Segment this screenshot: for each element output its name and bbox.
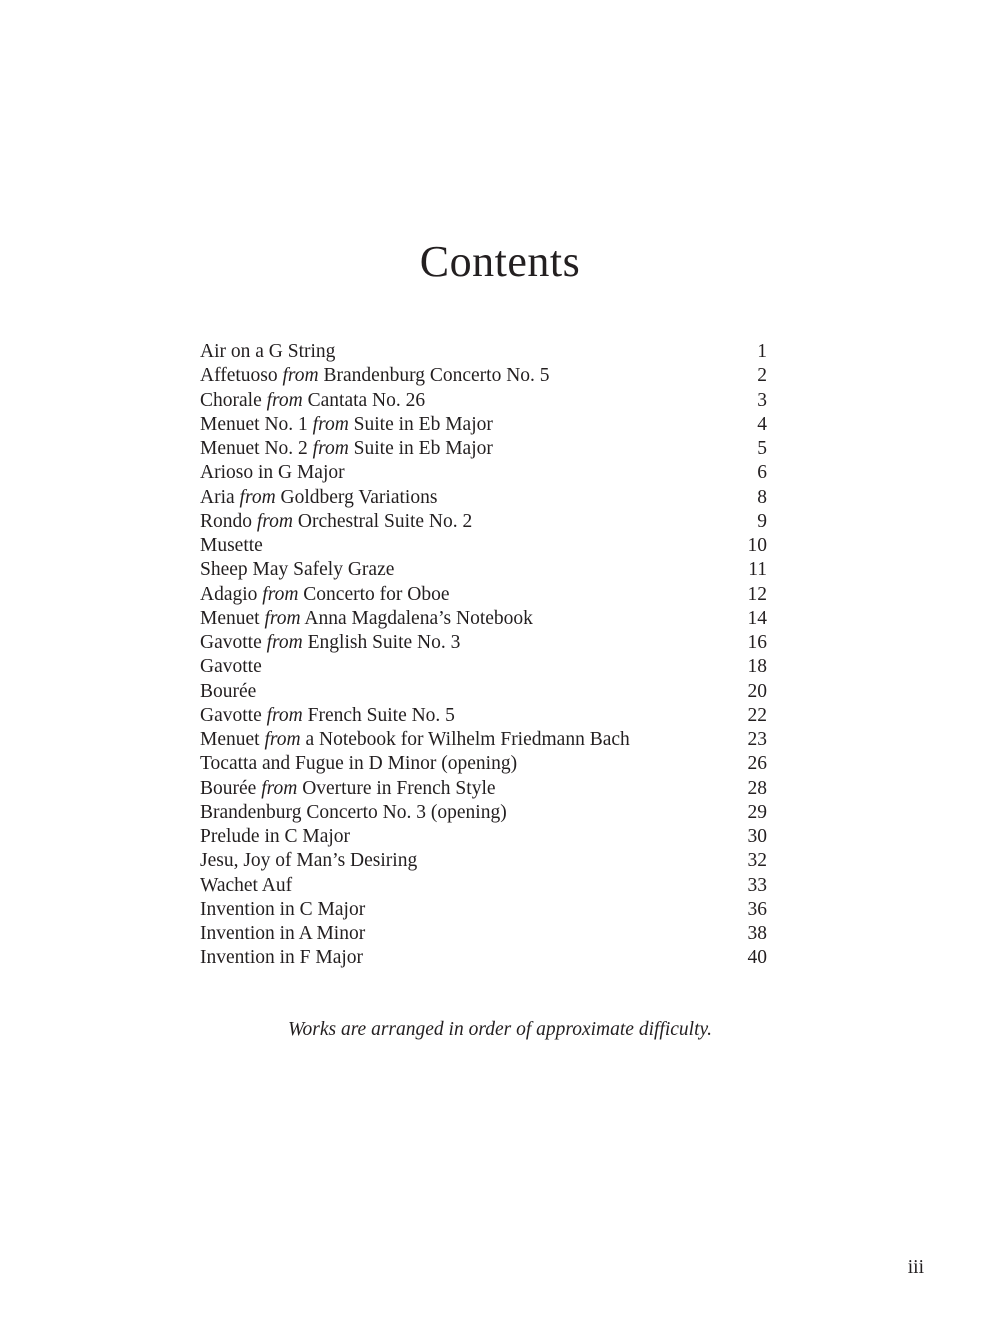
toc-entry-title: Affetuoso from Brandenburg Concerto No. 5 [200, 365, 550, 387]
toc-entry-title: Air on a G String [200, 341, 336, 362]
toc-entry-title: Gavotte from French Suite No. 5 [200, 704, 455, 726]
toc-entry[interactable] [200, 583, 767, 607]
toc-entry[interactable] [200, 849, 767, 873]
toc-entry[interactable] [200, 389, 767, 413]
toc-entry[interactable] [200, 534, 767, 558]
toc-entry-page: 1 [757, 341, 767, 362]
table-of-contents [200, 340, 767, 971]
toc-entry-page: 22 [747, 704, 767, 726]
toc-entry-page: 28 [747, 777, 767, 799]
toc-entry-title: Gavotte from English Suite No. 3 [200, 632, 461, 653]
toc-entry[interactable] [200, 607, 767, 631]
toc-entry-title: Invention in F Major [200, 947, 364, 969]
toc-entry[interactable] [200, 704, 767, 728]
toc-entry-title: Arioso in G Major [200, 462, 345, 484]
toc-entry-title: Gavotte [200, 656, 262, 678]
toc-entry-page: 23 [747, 729, 767, 750]
toc-entry-title: Tocatta and Fugue in D Minor (opening) [200, 753, 518, 775]
toc-entry[interactable] [200, 728, 767, 752]
toc-entry[interactable] [200, 631, 767, 655]
toc-entry[interactable] [200, 946, 767, 970]
toc-entry[interactable] [200, 413, 767, 437]
toc-entry-page: 4 [757, 413, 767, 435]
toc-entry-page: 26 [747, 753, 767, 775]
toc-entry-page: 33 [747, 874, 767, 896]
toc-entry-page: 8 [757, 486, 767, 508]
toc-entry-page: 11 [748, 559, 767, 581]
toc-entry-page: 5 [757, 438, 767, 459]
toc-entry[interactable] [200, 340, 767, 364]
toc-entry-title: Menuet from a Notebook for Wilhelm Friedmann Bach [200, 729, 630, 750]
toc-entry-title: Bourée from Overture in French Style [200, 777, 496, 799]
toc-entry[interactable] [200, 655, 767, 679]
difficulty-note: Works are arranged in order of approximate difficulty. [288, 1019, 712, 1040]
toc-entry[interactable] [200, 825, 767, 849]
toc-entry-page: 20 [747, 680, 767, 702]
toc-entry-title: Adagio from Concerto for Oboe [200, 583, 450, 605]
toc-entry-title: Sheep May Safely Graze [200, 559, 395, 581]
toc-entry-page: 9 [757, 510, 767, 532]
toc-entry-title: Bourée [200, 680, 257, 702]
toc-entry[interactable] [200, 680, 767, 704]
toc-entry-page: 18 [747, 656, 767, 678]
toc-entry-page: 16 [747, 632, 767, 653]
toc-entry[interactable] [200, 510, 767, 534]
page-number: iii [907, 1257, 924, 1278]
toc-entry-title: Chorale from Cantata No. 26 [200, 389, 426, 411]
page-title: Contents [419, 237, 581, 286]
toc-entry[interactable] [200, 874, 767, 898]
toc-entry-page: 40 [747, 947, 767, 969]
toc-entry[interactable] [200, 922, 767, 946]
toc-entry[interactable] [200, 558, 767, 582]
toc-entry-page: 36 [747, 898, 767, 920]
toc-entry-page: 6 [757, 462, 767, 484]
toc-entry-page: 2 [757, 365, 767, 387]
toc-entry-title: Invention in A Minor [200, 923, 366, 944]
toc-entry-title: Menuet from Anna Magdalena’s Notebook [200, 607, 533, 629]
toc-entry-page: 30 [747, 826, 767, 847]
toc-entry-page: 12 [747, 583, 767, 605]
toc-entry[interactable] [200, 437, 767, 461]
toc-entry-page: 10 [747, 535, 767, 556]
toc-entry-page: 38 [747, 923, 767, 944]
toc-entry-page: 3 [757, 389, 767, 411]
toc-entry-title: Musette [200, 535, 263, 556]
toc-entry[interactable] [200, 486, 767, 510]
toc-entry[interactable] [200, 801, 767, 825]
toc-entry-title: Prelude in C Major [200, 826, 351, 847]
toc-entry-title: Menuet No. 1 from Suite in Eb Major [200, 413, 493, 435]
toc-entry-page: 14 [747, 607, 767, 629]
toc-entry[interactable] [200, 461, 767, 485]
toc-entry-title: Rondo from Orchestral Suite No. 2 [200, 510, 473, 532]
toc-entry-title: Aria from Goldberg Variations [200, 486, 438, 508]
toc-entry[interactable] [200, 898, 767, 922]
toc-entry-title: Jesu, Joy of Man’s Desiring [200, 850, 418, 872]
toc-entry[interactable] [200, 364, 767, 388]
toc-entry[interactable] [200, 777, 767, 801]
toc-entry[interactable] [200, 752, 767, 776]
toc-entry-title: Invention in C Major [200, 898, 366, 920]
toc-entry-title: Brandenburg Concerto No. 3 (opening) [200, 801, 507, 823]
toc-entry-title: Wachet Auf [200, 874, 293, 896]
toc-entry-page: 32 [747, 850, 767, 872]
toc-entry-title: Menuet No. 2 from Suite in Eb Major [200, 438, 493, 459]
toc-entry-page: 29 [747, 801, 767, 823]
